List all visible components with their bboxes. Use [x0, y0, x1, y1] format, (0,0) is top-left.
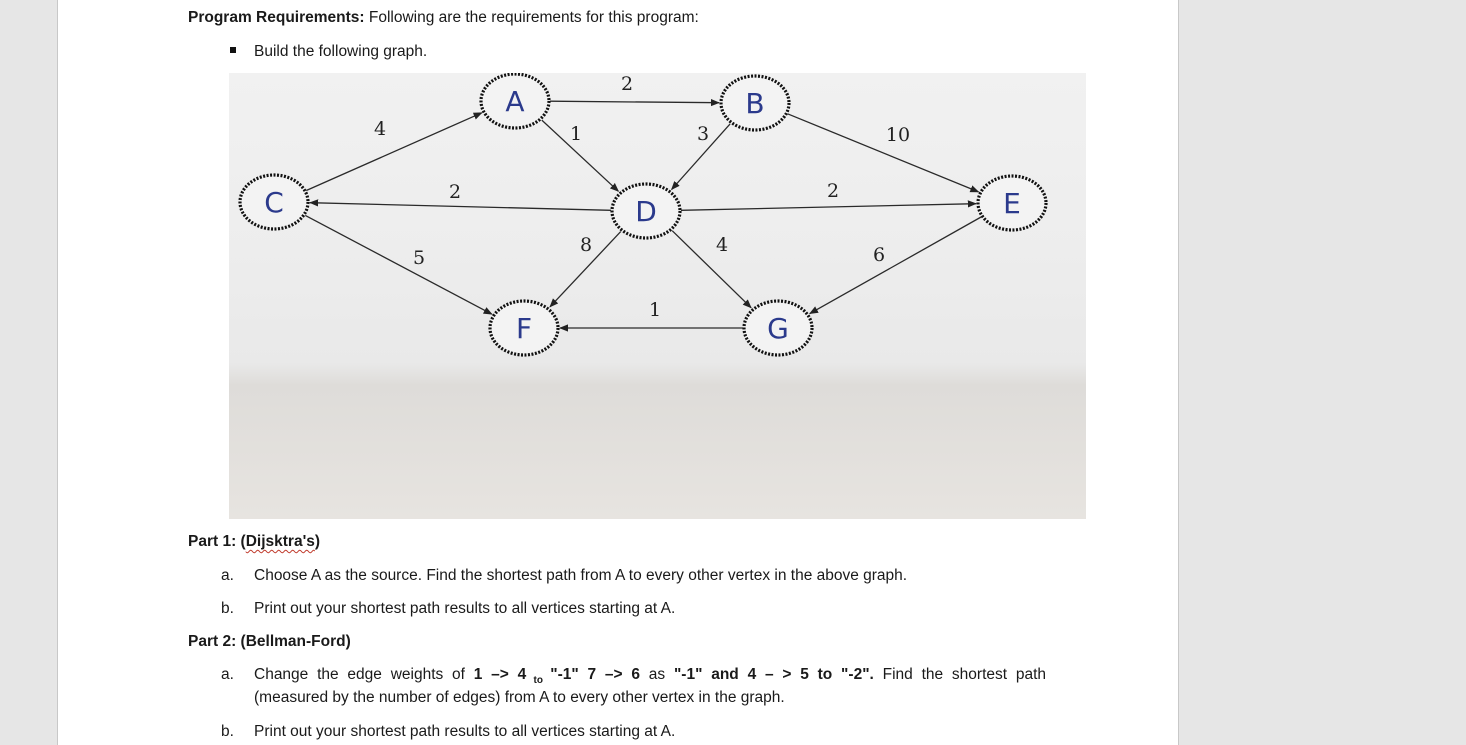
edge-c-a: [306, 113, 482, 191]
node-b: [721, 76, 789, 130]
node-label: F: [515, 312, 533, 345]
edge-e-g: [810, 217, 981, 314]
part2-b-text: Print out your shortest path results to all vertices starting at A.: [254, 723, 676, 740]
node-label: D: [635, 195, 657, 228]
node-label: A: [505, 85, 525, 118]
part1-b-label: b.: [221, 600, 234, 617]
edge-c-f: [305, 215, 492, 314]
node-e: [978, 176, 1046, 230]
part2-a-line1: [254, 665, 1046, 687]
node-label: E: [1003, 187, 1021, 220]
edge-weight-a-d: 1: [569, 123, 583, 145]
part2-a-t6: "-1" and 4 – > 5 to "-2".: [673, 666, 874, 683]
node-a: [481, 74, 549, 128]
part2-a-t1: Change the edge weights of: [254, 666, 474, 683]
node-d: [612, 184, 680, 238]
part1-a-label: a.: [221, 567, 234, 584]
edge-weight-d-e: 2: [826, 180, 840, 202]
part2-b-label: b.: [221, 723, 234, 740]
edge-weight-g-f: 1: [648, 299, 662, 321]
edge-d-g: [672, 231, 751, 308]
part2-a-label: a.: [221, 666, 234, 683]
node-f: [490, 301, 558, 355]
bullet-text: Build the following graph.: [254, 43, 428, 60]
part2-a-t2: 1 –> 4: [473, 666, 527, 683]
part2-a-t3: to: [526, 675, 551, 686]
node-c: [240, 175, 308, 229]
node-label: G: [767, 312, 789, 345]
part2-a-t7: Find the shortest path: [873, 666, 1047, 683]
node-label: C: [264, 186, 284, 219]
edge-d-c: [310, 203, 611, 211]
edge-weight-c-a: 4: [373, 118, 387, 140]
edge-b-e: [788, 114, 979, 192]
edge-weight-d-f: 8: [579, 234, 593, 256]
part2-a-line2: (measured by the number of edges) from A to every other vertex in the graph.: [254, 689, 785, 706]
edge-weight-d-g: 4: [715, 234, 729, 256]
edge-weight-c-f: 5: [412, 247, 426, 269]
edge-weight-e-g: 6: [872, 244, 886, 266]
edge-d-e: [681, 204, 976, 211]
part1-title-word: Dijsktra's: [245, 533, 315, 550]
node-label: B: [745, 87, 765, 120]
part1-title-end: ): [314, 533, 321, 550]
part2-a-t5: as: [640, 666, 674, 683]
part1-b-text: Print out your shortest path results to all vertices starting at A.: [254, 600, 676, 617]
node-g: [744, 301, 812, 355]
part1-title: [188, 532, 320, 552]
part2-title: Part 2: (Bellman-Ford): [188, 633, 351, 650]
part2-a-t4: "-1" 7 –> 6: [550, 666, 640, 683]
edge-weight-b-d: 3: [696, 123, 710, 145]
part1-a-text: Choose A as the source. Find the shortest path from A to every other vertex in the above graph.: [254, 567, 908, 584]
edge-weight-d-c: 2: [448, 181, 462, 203]
bullet-square-icon: [230, 47, 236, 53]
part1-title-start: Part 1: (: [188, 533, 246, 550]
graph-photo: [229, 73, 1086, 519]
requirements-heading-text: Following are the requirements for this program:: [364, 9, 699, 26]
edge-a-b: [550, 101, 719, 103]
requirements-heading: [188, 8, 699, 28]
edge-weight-b-e: 10: [885, 124, 911, 146]
edge-weight-a-b: 2: [620, 73, 634, 95]
graph-diagram: [229, 73, 1086, 519]
requirements-heading-bold: Program Requirements:: [188, 9, 365, 26]
